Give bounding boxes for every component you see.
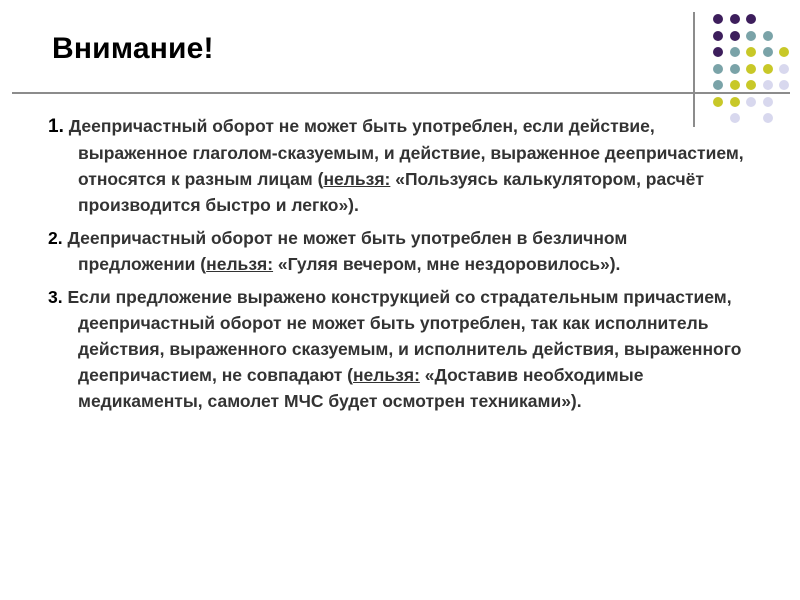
- decorative-dot: [730, 47, 740, 57]
- item-number: 1.: [48, 116, 64, 137]
- decorative-dot: [713, 80, 723, 90]
- decorative-dot: [763, 113, 773, 123]
- decorative-horizontal-rule: [12, 92, 790, 94]
- decorative-dot: [763, 80, 773, 90]
- decorative-dot: [746, 97, 756, 107]
- slide-title: Внимание!: [52, 32, 214, 65]
- decorative-dot: [746, 14, 756, 24]
- decorative-dot: [730, 14, 740, 24]
- decorative-dot: [779, 47, 789, 57]
- decorative-dot: [763, 47, 773, 57]
- example-text: «Доставив необходимые медикаменты, самолет МЧС будет осмотрен техниками»).: [78, 365, 644, 411]
- decorative-dot: [730, 31, 740, 41]
- decorative-dot: [763, 64, 773, 74]
- decorative-dot: [713, 64, 723, 74]
- forbidden-label: нельзя:: [352, 365, 420, 385]
- decorative-dot: [713, 47, 723, 57]
- decorative-dot: [779, 80, 789, 90]
- decorative-vertical-rule: [693, 12, 695, 127]
- decorative-dot: [746, 31, 756, 41]
- decorative-dot: [713, 97, 723, 107]
- decorative-dot: [730, 64, 740, 74]
- example-text: «Гуляя вечером, мне нездоровилось»).: [273, 254, 621, 274]
- item-text: Деепричастный оборот не может быть употреблен, если действие, выраженное глаголом-сказуемым, и действие, выраженное деепричастием, относятся к разным лицам (: [63, 116, 744, 189]
- decorative-dot: [730, 97, 740, 107]
- decorative-dot: [763, 97, 773, 107]
- rule-item-3: [48, 284, 748, 414]
- decorative-dot: [730, 80, 740, 90]
- decorative-dot: [779, 64, 789, 74]
- slide-body: [48, 113, 748, 421]
- decorative-dot: [746, 80, 756, 90]
- item-number: 2.: [48, 228, 63, 248]
- rule-item-2: [48, 225, 748, 277]
- decorative-dot: [713, 31, 723, 41]
- example-text: «Пользуясь калькулятором, расчёт производится быстро и легко»).: [78, 169, 704, 215]
- item-number: 3.: [48, 287, 63, 307]
- decorative-dot: [713, 14, 723, 24]
- forbidden-label: нельзя:: [206, 254, 274, 274]
- decorative-dot: [763, 31, 773, 41]
- item-text: Деепричастный оборот не может быть употреблен в безличном предложении (: [62, 228, 628, 274]
- decorative-dot: [746, 47, 756, 57]
- rule-item-1: [48, 113, 748, 218]
- decorative-dot: [746, 64, 756, 74]
- item-text: Если предложение выражено конструкцией со страдательным причастием, деепричастный оборот не может быть употреблен, так как исполнитель действия, выраженного сказуемым, и исполнитель действия, выраженного деепричастием, не совпадают (: [62, 287, 742, 385]
- forbidden-label: нельзя:: [323, 169, 391, 189]
